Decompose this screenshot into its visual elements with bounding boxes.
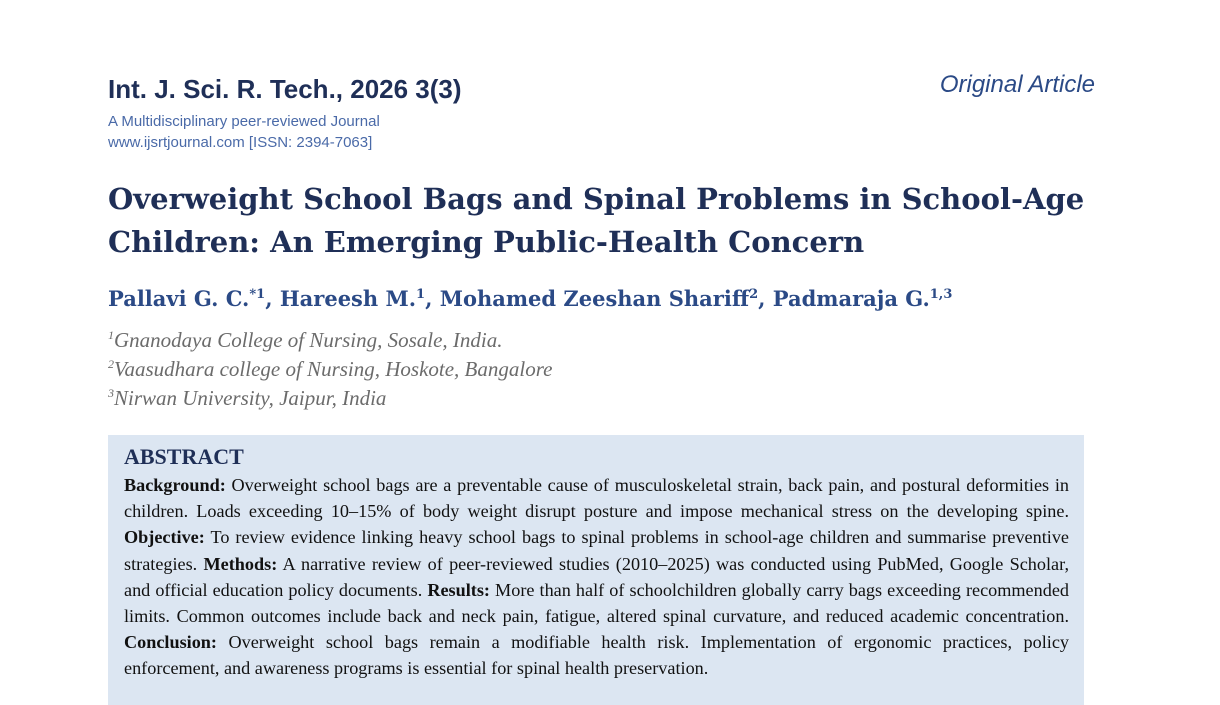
abstract-label-methods: Methods: [203,553,278,574]
journal-citation: Int. J. Sci. R. Tech., 2026 3(3) [108,74,462,104]
journal-website-issn: www.ijsrtjournal.com [ISSN: 2394-7063] [108,134,373,151]
abstract-label-background: Background: [124,475,226,495]
affiliation: $^1$Gnanodaya College of Nursing, Sosale, India. [108,328,503,352]
author: Mohamed Zeeshan Shariff$^2$, [439,286,773,311]
abstract-body: Background: Overweight school bags are a preventable cause of musculoskeletal strain, back pain, and postural deformities in children. Loads exceeding 10–15% of body weight disrupt posture and impose mechanical stress on the developing spine. Objective: To review evidence linking heavy school bags to spinal problems in school-age children and summarise preventive strategies. Methods: A narrative review of peer-reviewed studies (2010–2025) was conducted using PubMed, Google Scholar, and official education policy documents. Results: More than half of schoolchildren globally carry bags exceeding recommended limits. Common outcomes include back and neck pain, fatigue, altered spinal curvature, and reduced academic concentration. Conclusion: Overweight school bags remain a modifiable health risk. Implementation of ergonomic practices, policy enforcement, and awareness programs is essential for spinal health preservation. [124,475,1069,679]
author: Hareesh M.$^1$, [279,286,440,311]
journal-tagline: A Multidisciplinary peer-reviewed Journal [108,113,380,130]
abstract-heading: ABSTRACT [124,444,244,469]
abstract-label-results: Results: [427,579,490,600]
affiliation: $^2$Vaasudhara college of Nursing, Hoskote, Bangalore [108,357,553,381]
author: Padmaraja G.$^{1,3}$ [772,286,953,311]
article-title: Overweight School Bags and Spinal Problems in School-Age Children: An Emerging Public-Health Concern [108,182,1085,259]
affiliation: $^3$Nirwan University, Jaipur, India [108,386,387,410]
author-list [108,286,952,311]
article-type: Original Article [939,71,1095,98]
abstract-label-conclusion: Conclusion: [124,632,217,653]
abstract-box [108,435,1084,705]
author: Pallavi G. C.$^{*1}$, [108,286,280,311]
abstract-label-objective: Objective: [124,527,205,548]
